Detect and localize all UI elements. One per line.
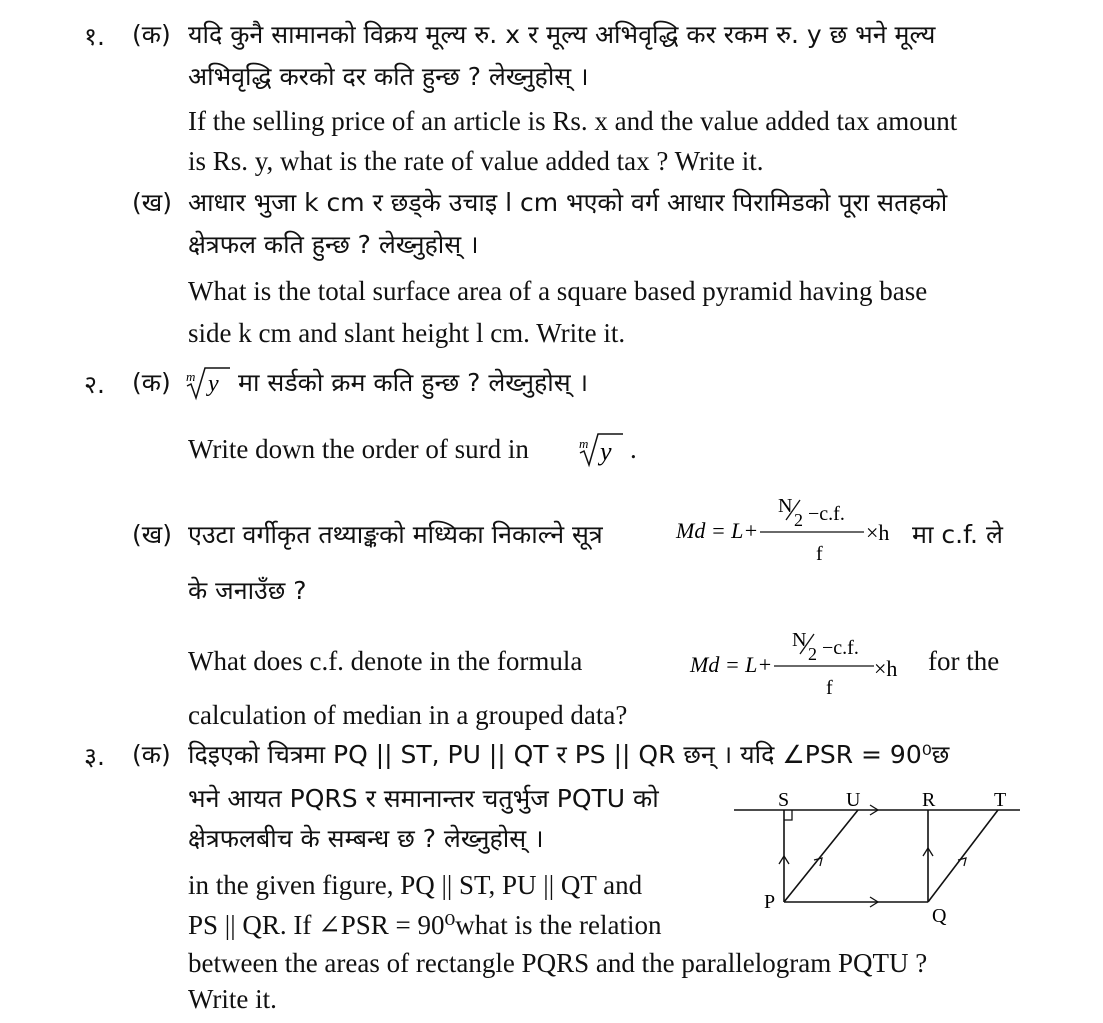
svg-text:2: 2 — [794, 510, 803, 530]
q1-number: १. — [84, 22, 105, 51]
q2a-english-end: . — [630, 434, 637, 464]
q3a-nepali-line2: भने आयत PQRS र समानान्तर चतुर्भुज PQTU को — [188, 784, 659, 813]
svg-text:2: 2 — [808, 644, 817, 664]
svg-text:y: y — [600, 437, 612, 466]
q1a-english-line2: is Rs. y, what is the rate of value added tax ? Write it. — [188, 146, 764, 176]
q3a-english-line1: in the given figure, PQ || ST, PU || QT and — [188, 870, 643, 900]
median-formula-english — [688, 622, 918, 702]
q3a-english-line2: PS || QR. If ∠PSR = 90⁰what is the relation — [188, 910, 662, 940]
q1a-label: (क) — [132, 20, 171, 49]
svg-text:−c.f.: −c.f. — [822, 637, 859, 659]
q2b-english-before: What does c.f. denote in the formula — [188, 646, 583, 676]
svg-text:f: f — [826, 677, 833, 699]
svg-text:m: m — [579, 436, 589, 451]
q1b-english-line1: What is the total surface area of a square based pyramid having base — [188, 276, 928, 306]
q1b-nepali-line1: आधार भुजा k cm र छड्के उचाइ l cm भएको वर्ग आधार पिरामिडको पूरा सतहको — [188, 188, 948, 217]
q2b-nepali-after: मा c.f. ले — [912, 520, 1003, 549]
label-u: U — [846, 789, 861, 811]
parallelogram-figure — [728, 782, 1028, 932]
q3a-english-line3: between the areas of rectangle PQRS and the parallelogram PQTU ? — [188, 948, 928, 978]
surd-radicand: y — [208, 371, 219, 397]
q3a-nepali-line1: दिइएको चित्रमा PQ || ST, PU || QT र PS || QR छन् । यदि ∠PSR = 90⁰छ — [188, 740, 950, 769]
label-t: T — [994, 789, 1007, 811]
q1a-english-line1: If the selling price of an article is Rs. x and the value added tax amount — [188, 106, 958, 136]
svg-text:×h: ×h — [866, 520, 890, 545]
q1b-nepali-line2: क्षेत्रफल कति हुन्छ ? लेख्नुहोस् । — [188, 230, 479, 259]
q1b-label: (ख) — [132, 188, 172, 217]
q2b-english-line2: calculation of median in a grouped data? — [188, 700, 628, 730]
label-r: R — [922, 789, 936, 811]
q1a-nepali-line1: यदि कुनै सामानको विक्रय मूल्य रु. x र मूल्य अभिवृद्धि कर रकम रु. y छ भने मूल्य — [188, 20, 936, 49]
q3a-english-line4: Write it. — [188, 984, 277, 1014]
q1b-english-line2: side k cm and slant height l cm. Write it. — [188, 318, 626, 348]
label-q: Q — [932, 905, 947, 927]
q2a-english-text: Write down the order of surd in — [188, 434, 529, 464]
svg-text:−c.f.: −c.f. — [808, 503, 845, 525]
q3a-label: (क) — [132, 740, 171, 769]
median-formula — [674, 490, 912, 570]
svg-text:N: N — [792, 629, 807, 651]
surd-symbol — [184, 364, 232, 402]
svg-text:Md = L+: Md = L+ — [676, 518, 759, 543]
svg-text:f: f — [816, 543, 823, 565]
label-p: P — [764, 891, 776, 913]
q2a-nepali-text: मा सर्डको क्रम कति हुन्छ ? लेख्नुहोस् । — [238, 368, 589, 397]
q1a-nepali-line2: अभिवृद्धि करको दर कति हुन्छ ? लेख्नुहोस् । — [188, 62, 589, 91]
q2-number: २. — [84, 370, 105, 399]
q2b-english-after: for the — [928, 646, 1000, 676]
svg-text:Md = L+: Md = L+ — [690, 652, 773, 677]
q2a-label: (क) — [132, 368, 171, 397]
q3-number: ३. — [84, 742, 105, 771]
q2b-nepali-line2: के जनाउँछ ? — [188, 576, 307, 605]
surd-symbol-english — [578, 428, 624, 468]
q2b-nepali-text: एउटा वर्गीकृत तथ्याङ्कको मध्यिका निकाल्ने सूत्र — [188, 520, 603, 549]
svg-text:N: N — [778, 495, 793, 517]
svg-text:×h: ×h — [874, 656, 898, 681]
label-s: S — [778, 789, 790, 811]
surd-index: m — [186, 369, 196, 384]
q2b-label: (ख) — [132, 520, 172, 549]
q3a-nepali-line3: क्षेत्रफलबीच के सम्बन्ध छ ? लेख्नुहोस् । — [188, 824, 544, 853]
